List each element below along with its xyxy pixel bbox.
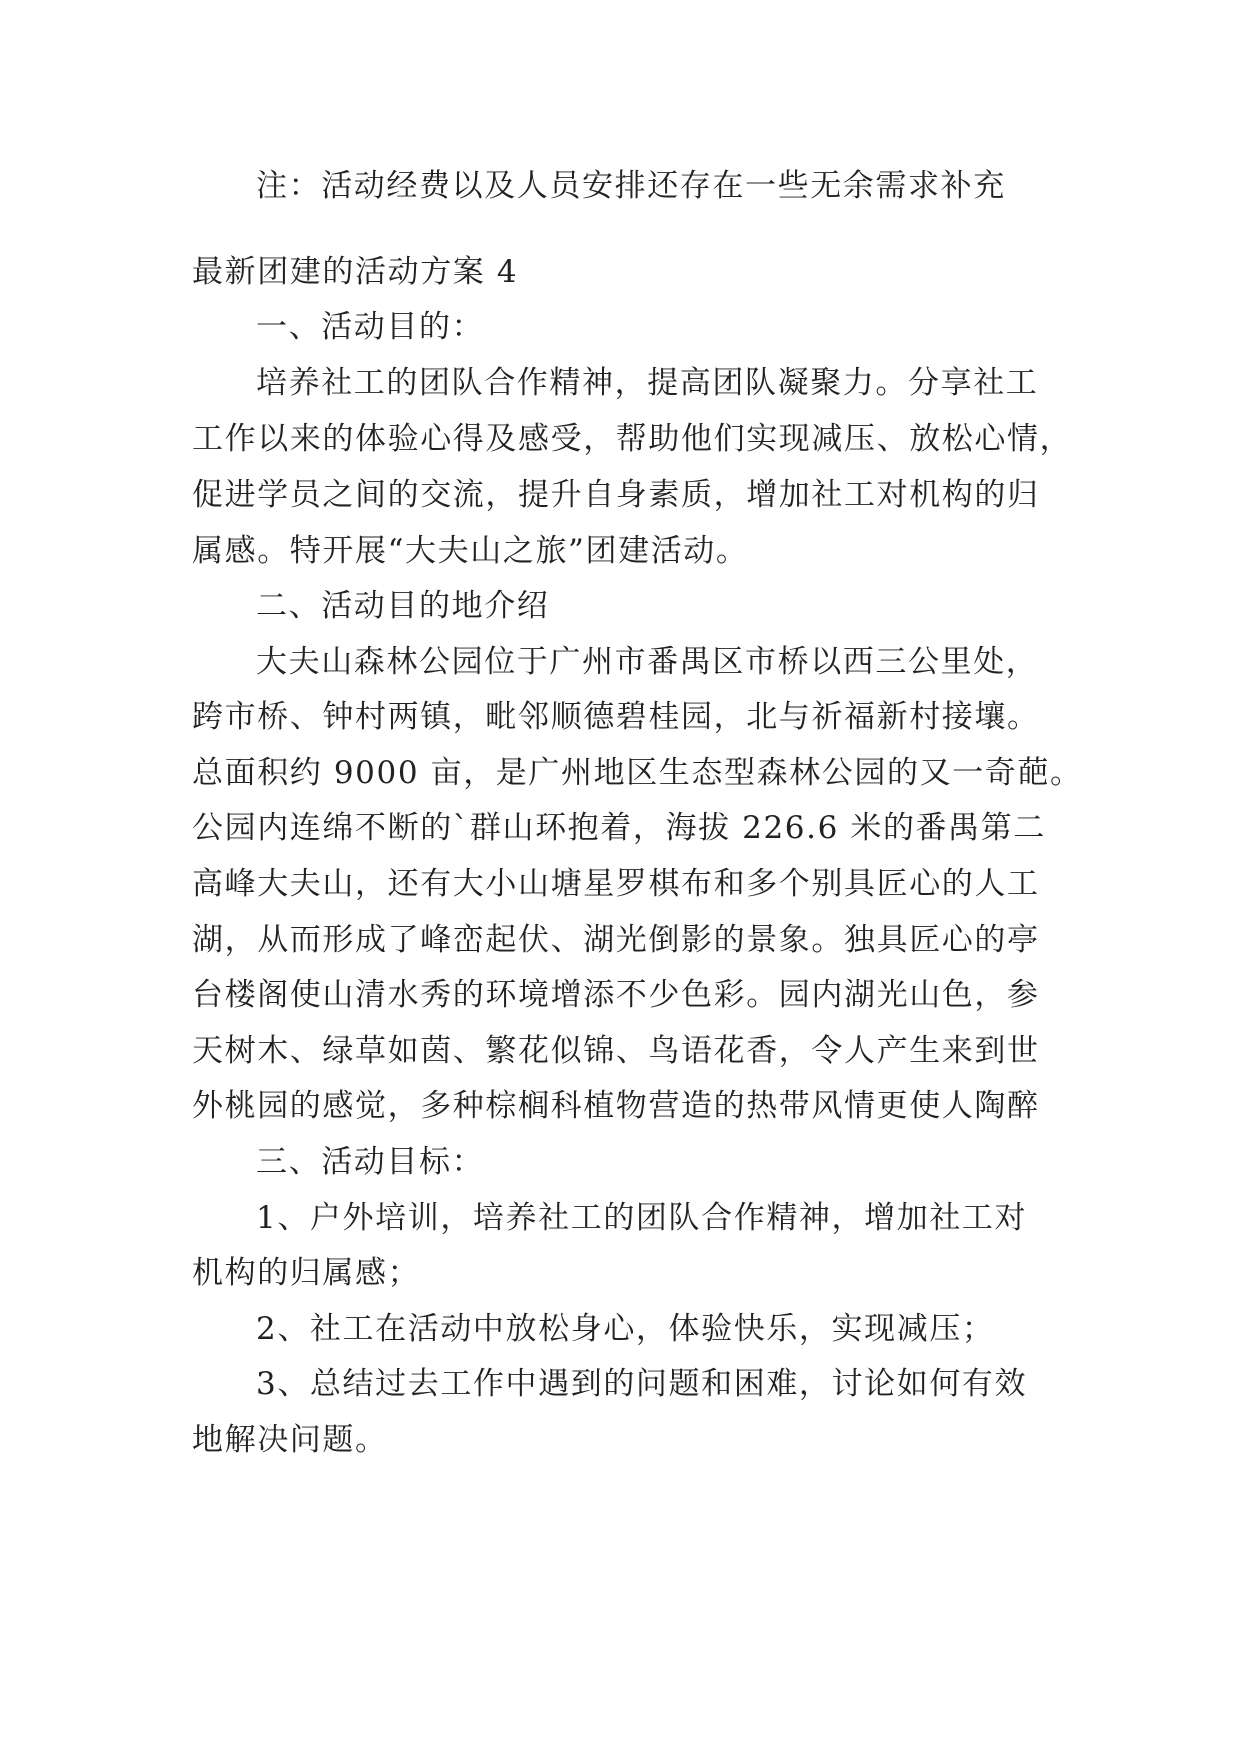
paragraph-line: 属感。特开展“大夫山之旅”团建活动。 (192, 533, 749, 569)
goal-item: 地解决问题。 (192, 1422, 388, 1458)
section-title: 最新团建的活动方案 4 (192, 254, 519, 290)
goal-item: 3、总结过去工作中遇到的问题和困难，讨论如何有效 (256, 1366, 1028, 1402)
paragraph-line: 跨市桥、钟村两镇，毗邻顺德碧桂园，北与祈福新村接壤。 (192, 699, 1040, 735)
paragraph-line: 促进学员之间的交流，提升自身素质，增加社工对机构的归 (192, 477, 1040, 513)
heading-purpose: 一、活动目的： (256, 309, 485, 345)
paragraph-line: 外桃园的感觉，多种棕榈科植物营造的热带风情更使人陶醉 (192, 1088, 1040, 1124)
paragraph-line: 台楼阁使山清水秀的环境增添不少色彩。园内湖光山色，参 (192, 977, 1040, 1013)
heading-goals: 三、活动目标： (256, 1144, 485, 1180)
paragraph-line: 公园内连绵不断的`群山环抱着，海拔 226.6 米的番禺第二 (192, 810, 1046, 846)
paragraph-line: 天树木、绿草如茵、繁花似锦、鸟语花香，令人产生来到世 (192, 1033, 1040, 1069)
paragraph-line: 高峰大夫山，还有大小山塘星罗棋布和多个别具匠心的人工 (192, 866, 1040, 902)
note-text: 注：活动经费以及人员安排还存在一些无余需求补充 (256, 168, 1006, 204)
paragraph-line: 大夫山森林公园位于广州市番禺区市桥以西三公里处， (256, 644, 1039, 680)
paragraph-line: 湖，从而形成了峰峦起伏、湖光倒影的景象。独具匠心的亭 (192, 922, 1040, 958)
paragraph-line: 总面积约 9000 亩，是广州地区生态型森林公园的又一奇葩。 (192, 755, 1083, 791)
goal-item: 2、社工在活动中放松身心，体验快乐，实现减压； (256, 1311, 995, 1347)
paragraph-line: 工作以来的体验心得及感受，帮助他们实现减压、放松心情， (192, 421, 1073, 457)
goal-item: 机构的归属感； (192, 1255, 421, 1291)
heading-destination: 二、活动目的地介绍 (256, 588, 550, 624)
paragraph-line: 培养社工的团队合作精神，提高团队凝聚力。分享社工 (256, 365, 1039, 401)
goal-item: 1、户外培训，培养社工的团队合作精神，增加社工对 (256, 1200, 1028, 1236)
